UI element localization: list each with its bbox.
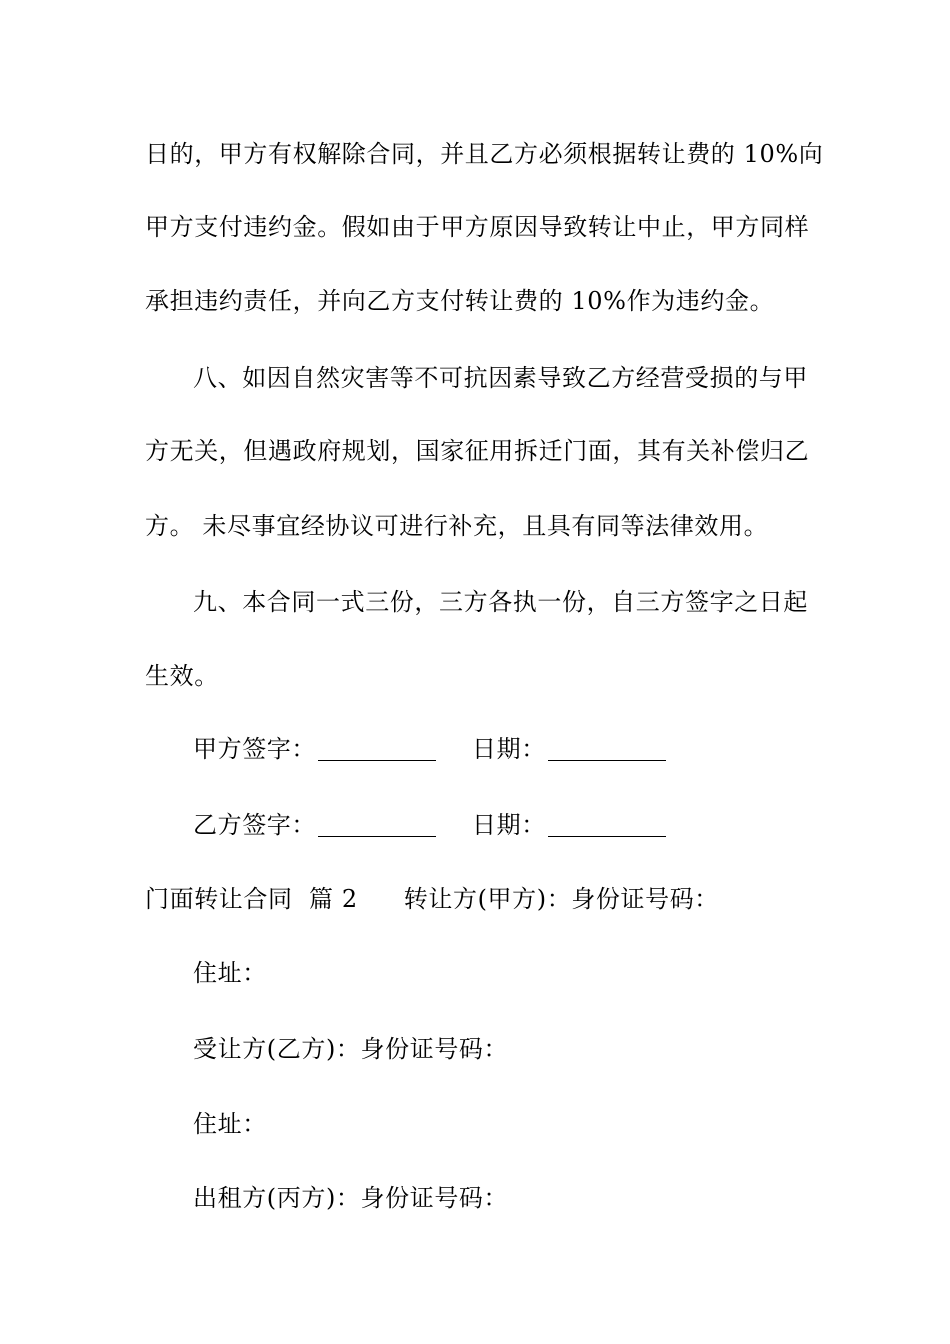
paragraph-line: 方无关，但遇政府规划，国家征用拆迁门面，其有关补偿归乙 [145, 437, 810, 465]
paragraph-line: 日的，甲方有权解除合同，并且乙方必须根据转让费的 10%向 [145, 140, 824, 168]
signature-row-party-b [193, 810, 666, 840]
signature-label: 甲方签字： [193, 735, 316, 763]
paragraph-line: 甲方支付违约金。假如由于甲方原因导致转让中止，甲方同样 [145, 213, 810, 241]
paragraph-line: 八、如因自然灾害等不可抗因素导致乙方经营受损的与甲 [193, 364, 808, 392]
date-label: 日期： [472, 811, 546, 839]
address-line: 住址： [193, 1110, 267, 1138]
lessor-line: 出租方(丙方)：身份证号码： [193, 1184, 509, 1212]
signature-blank [318, 814, 436, 837]
section2-header [145, 884, 719, 914]
transferor-line: 转让方(甲方)：身份证号码： [403, 885, 719, 913]
date-blank [548, 814, 666, 837]
paragraph-line: 九、本合同一式三份，三方各执一份，自三方签字之日起 [193, 588, 808, 616]
paragraph-line: 方。 未尽事宜经协议可进行补充，且具有同等法律效用。 [145, 512, 769, 540]
date-label: 日期： [472, 735, 546, 763]
paragraph-line: 生效。 [145, 662, 219, 690]
section-title: 门面转让合同 篇 2 [145, 885, 358, 913]
paragraph-line: 承担违约责任，并向乙方支付转让费的 10%作为违约金。 [145, 287, 775, 315]
transferee-line: 受让方(乙方)：身份证号码： [193, 1035, 509, 1063]
address-line: 住址： [193, 959, 267, 987]
signature-row-party-a [193, 734, 666, 764]
signature-label: 乙方签字： [193, 811, 316, 839]
signature-blank [318, 738, 436, 761]
date-blank [548, 738, 666, 761]
